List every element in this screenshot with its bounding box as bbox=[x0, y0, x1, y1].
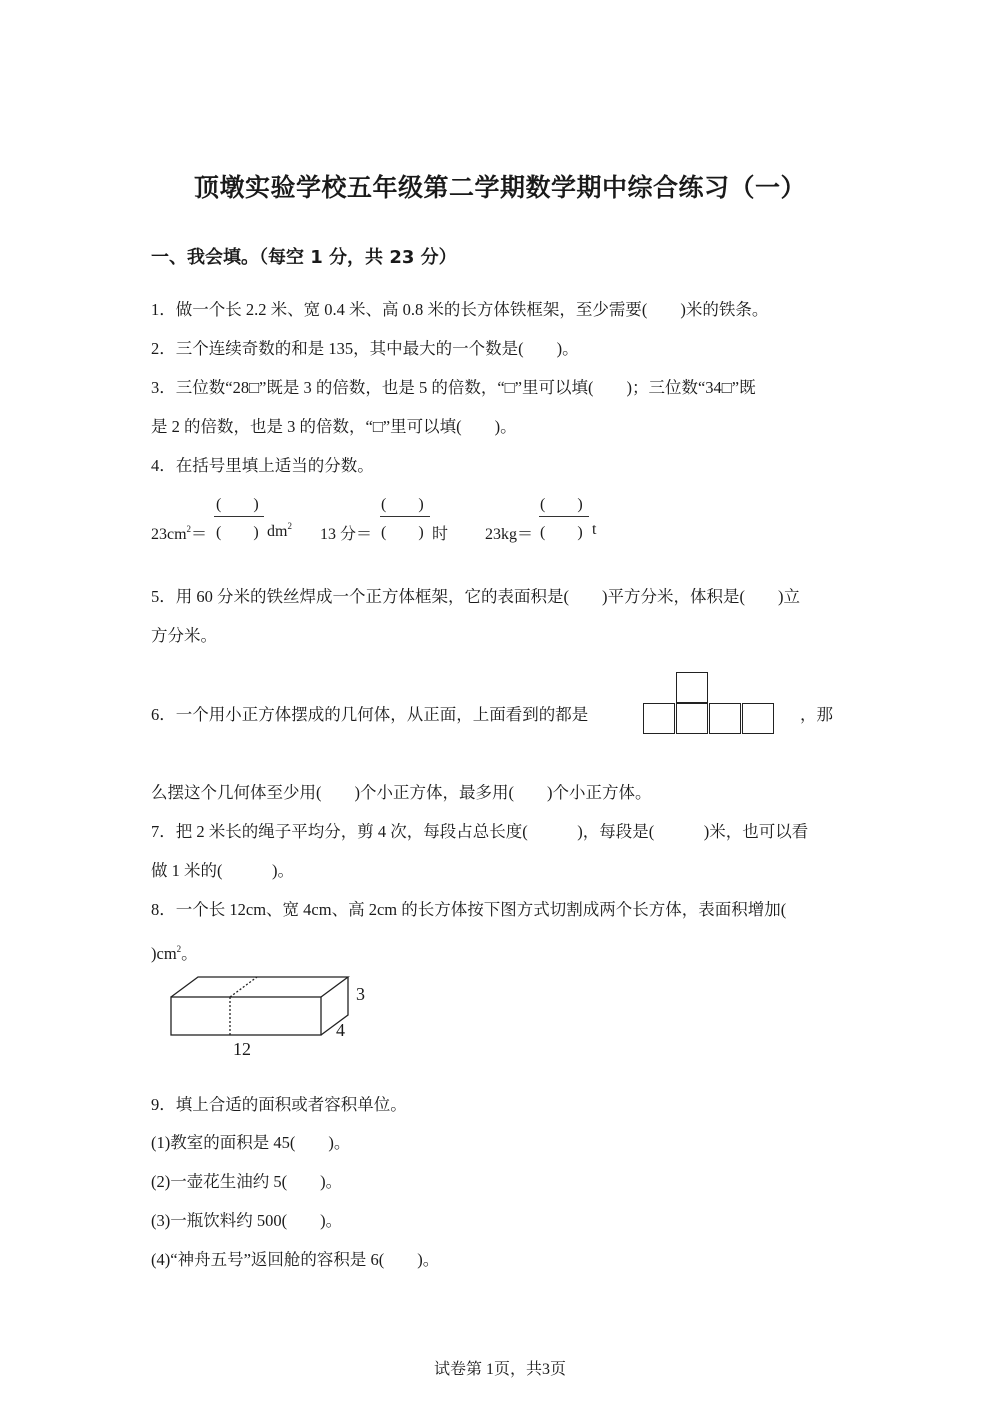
cut-line-top bbox=[230, 977, 257, 997]
question-5-line-1: 5．用 60 分米的铁丝焊成一个正方体框架，它的表面积是( )平方分米，体积是( )立 bbox=[151, 587, 800, 606]
page-footer: 试卷第 1页，共3页 bbox=[433, 1361, 566, 1378]
question-3-line-2: 是 2 的倍数，也是 3 的倍数，“□”里可以填( )。 bbox=[151, 417, 517, 436]
fraction-numerator-3: ( ) bbox=[540, 496, 583, 513]
fraction-left-1: $23cm^2=$ bbox=[151, 524, 208, 543]
question-5-line-2: 方分米。 bbox=[151, 626, 217, 645]
question-8-line-1: 8．一个长 12cm、宽 4cm、高 2cm 的长方体按下图方式切割成两个长方体，表面积增加( bbox=[151, 900, 787, 919]
cuboid-figure bbox=[160, 970, 380, 1065]
question-9-item-1: (1)教室的面积是 45( )。 bbox=[151, 1133, 351, 1152]
fraction-unit-2: 时 bbox=[432, 526, 449, 543]
fraction-bar-3 bbox=[539, 516, 589, 517]
fraction-numerator-2: ( ) bbox=[381, 496, 424, 513]
question-9-item-4: (4)“神舟五号”返回舱的容积是 6( )。 bbox=[151, 1250, 440, 1269]
cuboid-front-face bbox=[171, 997, 321, 1035]
question-9-item-2: (2)一壶花生油约 5( )。 bbox=[151, 1172, 343, 1191]
page-title: 顶墩实验学校五年级第二学期数学期中综合练习（一） bbox=[193, 173, 806, 202]
cuboid-height-label: 3 bbox=[356, 984, 365, 1004]
question-1: 1．做一个长 2.2 米、宽 0.4 米、高 0.8 米的长方体铁框架，至少需要( )米的铁条。 bbox=[151, 300, 769, 319]
question-7-line-1: 7．把 2 米长的绳子平均分，剪 4 次，每段占总长度( )，每段是( )米，也可以看 bbox=[151, 822, 809, 841]
cuboid-length-label: 12 bbox=[233, 1039, 251, 1059]
cuboid-width-label: 4 bbox=[336, 1020, 345, 1040]
question-8-line-2: )$cm^2$。 bbox=[151, 944, 198, 963]
fraction-left-2: 13 分＝ bbox=[320, 526, 373, 543]
question-3-line-1: 3．三位数“28□”既是 3 的倍数，也是 5 的倍数，“□”里可以填( )；三位数“34□”既 bbox=[151, 378, 756, 397]
fraction-unit-1: $dm^2$ bbox=[267, 521, 292, 540]
fraction-denominator-1: ( ) bbox=[216, 524, 259, 541]
question-2: 2．三个连续奇数的和是 135，其中最大的一个数是( )。 bbox=[151, 339, 579, 358]
question-7-line-2: 做 1 米的( )。 bbox=[151, 861, 294, 880]
fraction-denominator-2: ( ) bbox=[381, 524, 424, 541]
fraction-denominator-3: ( ) bbox=[540, 524, 583, 541]
view-cell bbox=[676, 703, 708, 734]
question-9: 9．填上合适的面积或者容积单位。 bbox=[151, 1095, 407, 1114]
view-cell bbox=[709, 703, 741, 734]
fraction-numerator-1: ( ) bbox=[216, 496, 259, 513]
fraction-bar-2 bbox=[380, 516, 430, 517]
question-6-tail: ，那 bbox=[800, 705, 833, 724]
view-cell bbox=[742, 703, 774, 734]
question-6-line-1: 6．一个用小正方体摆成的几何体，从正面，上面看到的都是 bbox=[151, 705, 589, 724]
fraction-left-3: 23kg＝ bbox=[485, 526, 534, 543]
fraction-unit-3: t bbox=[592, 521, 597, 538]
question-4: 4．在括号里填上适当的分数。 bbox=[151, 456, 374, 475]
view-cell-top bbox=[676, 672, 708, 703]
fraction-bar-1 bbox=[214, 516, 264, 517]
question-9-item-3: (3)一瓶饮料约 500( )。 bbox=[151, 1211, 343, 1230]
section-heading-fill-in: 一、我会填。（每空 1 分，共 23 分） bbox=[151, 247, 457, 268]
question-6-line-2: 么摆这个几何体至少用( )个小正方体，最多用( )个小正方体。 bbox=[151, 783, 652, 802]
view-cell bbox=[643, 703, 675, 734]
cuboid-top-face bbox=[171, 977, 348, 997]
